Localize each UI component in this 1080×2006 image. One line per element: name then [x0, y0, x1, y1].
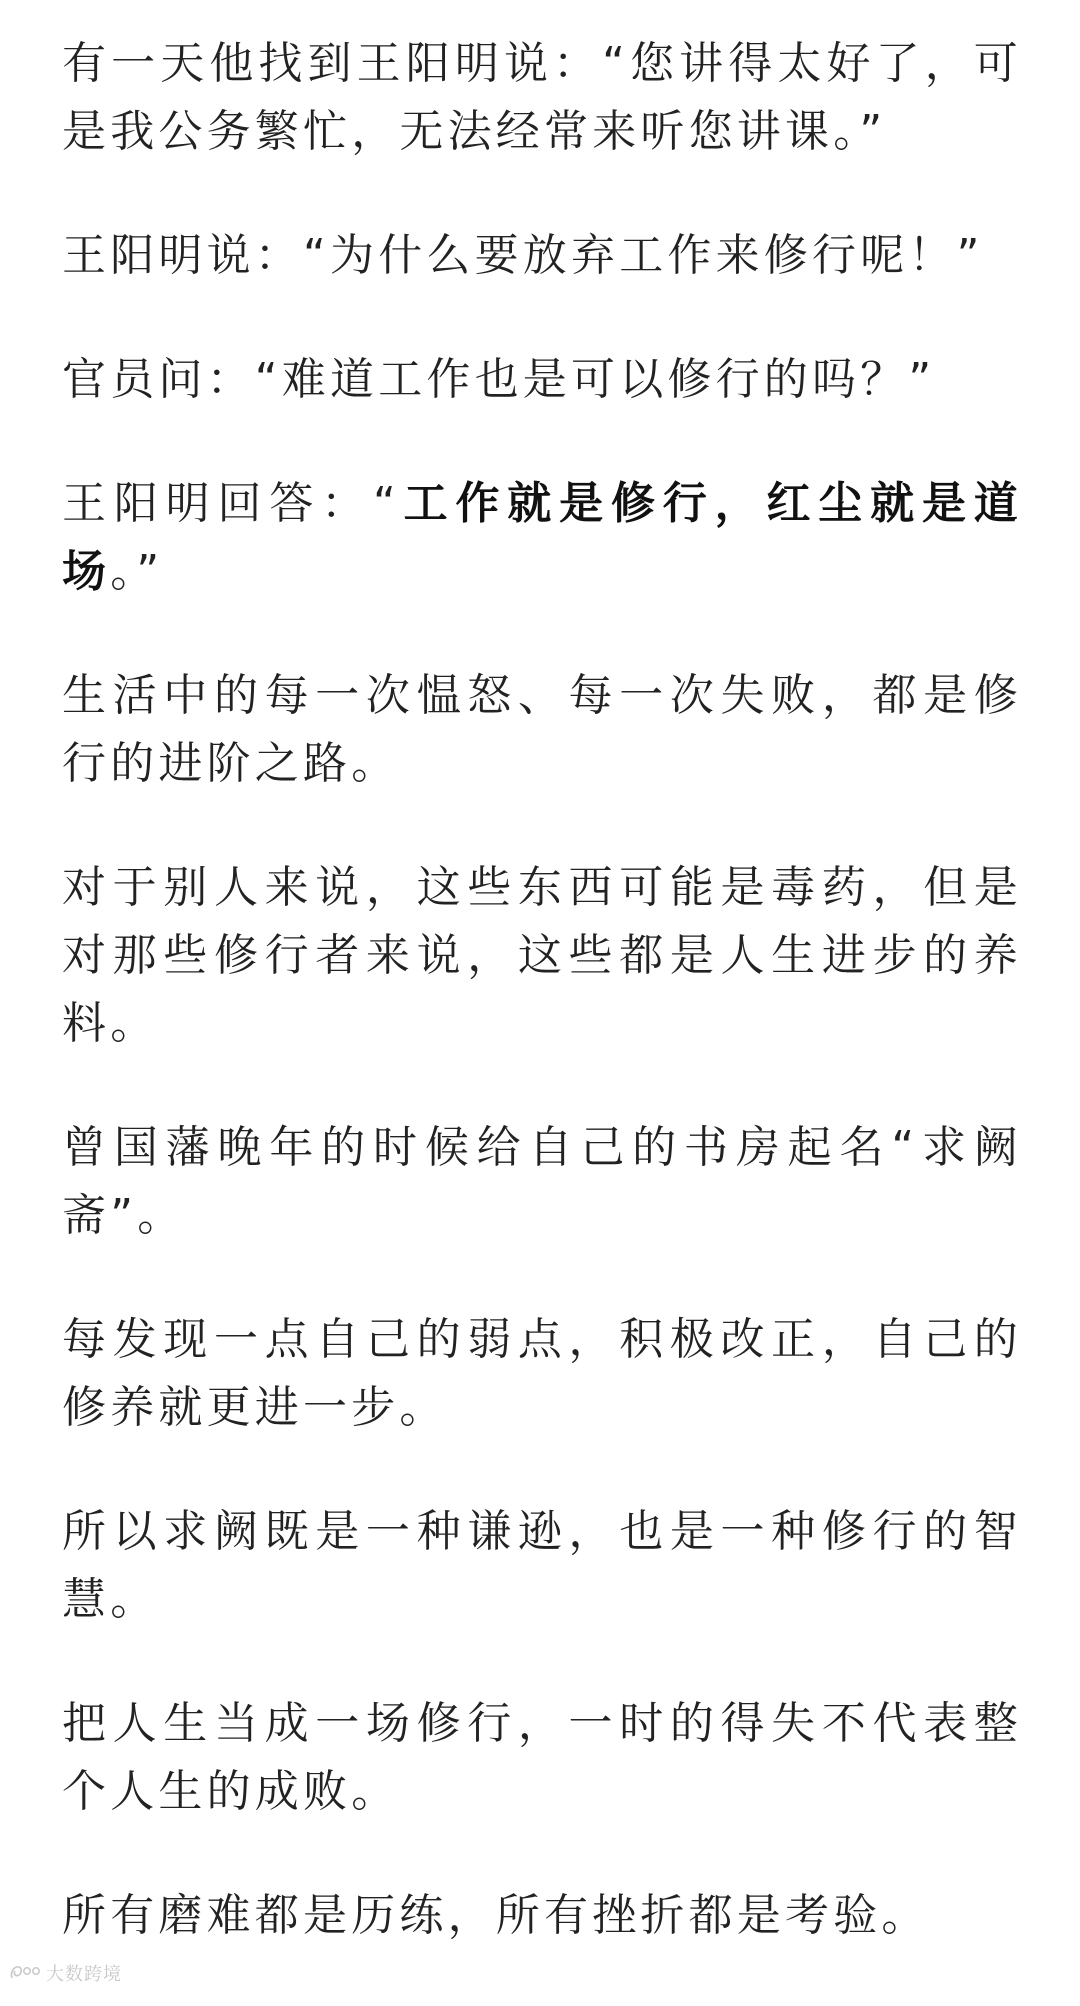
paragraph — [62, 1498, 1022, 1634]
paragraph — [62, 222, 1022, 290]
paragraph-text: 对于别人来说，这些东西可能是毒药，但是对那些修行者来说，这些都是人生进步的养料。 — [62, 862, 1022, 1049]
paragraph — [62, 854, 1022, 1058]
paragraph — [62, 662, 1022, 798]
paragraph — [62, 1690, 1022, 1826]
paragraph-text: 每发现一点自己的弱点，积极改正，自己的修养就更进一步。 — [62, 1314, 1022, 1433]
paragraph-bold-text: 工作就是修行，红尘就是道场 — [62, 478, 1022, 597]
paragraph-text: 生活中的每一次愠怒、每一次失败，都是修行的进阶之路。 — [62, 670, 1022, 789]
paragraph — [62, 1882, 1022, 1950]
paragraph-text: 所有磨难都是历练，所有挫折都是考验。 — [62, 1890, 930, 1941]
paragraph-text: 王阳明说：“为什么要放弃工作来修行呢！” — [62, 230, 984, 281]
paragraph-text: 所以求阙既是一种谦逊，也是一种修行的智慧。 — [62, 1506, 1022, 1625]
paragraph-text: 王阳明回答：“ — [62, 478, 400, 529]
paragraph-text: 曾国藩晚年的时候给自己的书房起名“求阙斋”。 — [62, 1122, 1022, 1241]
paragraph-text: 有一天他找到王阳明说：“您讲得太好了，可是我公务繁忙，无法经常来听您讲课。” — [62, 38, 1022, 157]
dashujk-logo-icon — [8, 1962, 42, 1984]
watermark-text: 大数跨境 — [46, 1964, 122, 1985]
paragraph-text: 把人生当成一场修行，一时的得失不代表整个人生的成败。 — [62, 1698, 1022, 1817]
article-body — [62, 30, 1022, 2006]
paragraph — [62, 1306, 1022, 1442]
paragraph — [62, 1114, 1022, 1250]
paragraph — [62, 30, 1022, 166]
paragraph-text: 。” — [110, 546, 164, 597]
paragraph-text: 官员问：“难道工作也是可以修行的吗？” — [62, 354, 936, 405]
paragraph — [62, 470, 1022, 606]
watermark — [8, 1960, 122, 1986]
paragraph — [62, 346, 1022, 414]
